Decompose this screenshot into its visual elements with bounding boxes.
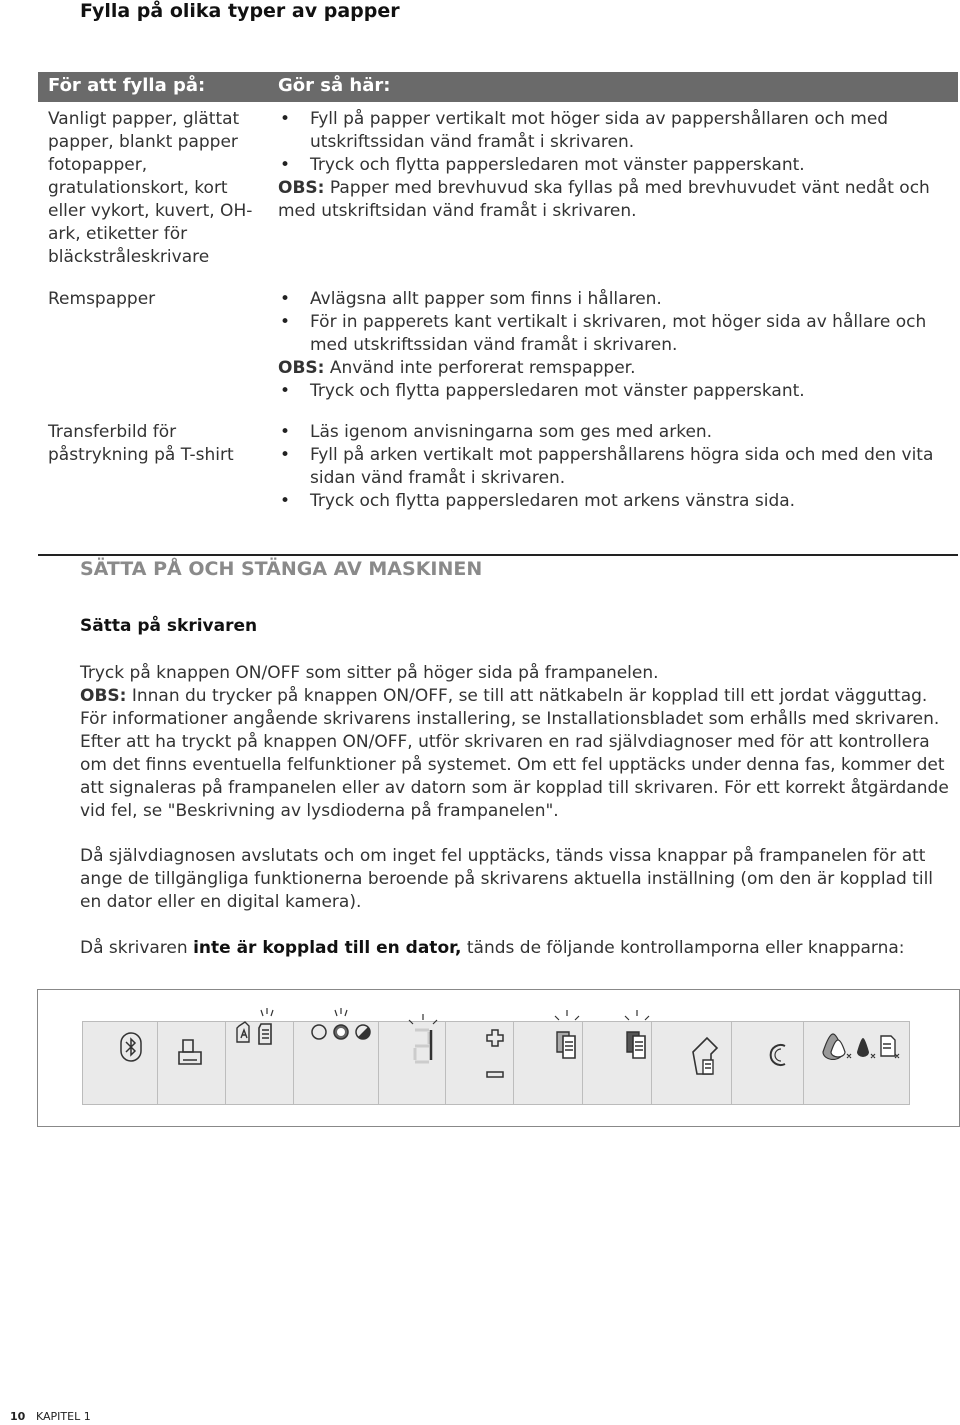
p1-obs-text: Innan du trycker på knappen ON/OFF, se till att nätkabeln är kopplad till ett jordat vägguttag. För informationer angående skrivarens installering, se Installationsbladet som erhålls med skrivaren. — [80, 686, 940, 729]
paper-type-icon[interactable] — [231, 1008, 287, 1052]
page-number: 10 — [10, 1410, 26, 1423]
color-copy-icon[interactable] — [619, 1008, 655, 1074]
instruction-list — [278, 421, 950, 513]
p1-line1: Tryck på knappen ON/OFF som sitter på höger sida på frampanelen. — [80, 663, 659, 683]
section-heading: SÄTTA PÅ OCH STÄNGA AV MASKINEN — [80, 558, 483, 580]
row-label: Transferbild för påstrykning på T-shirt — [48, 422, 234, 465]
paragraph-1 — [80, 662, 952, 823]
instruction-text: För in papperets kant vertikalt i skrivaren, mot höger sida av hållare och med utskriftssidan vänd framåt i skrivaren. — [310, 312, 927, 355]
section-divider — [38, 554, 958, 556]
scan-icon[interactable] — [689, 1034, 725, 1078]
bullet-item — [278, 288, 950, 311]
row-instructions — [278, 421, 950, 513]
col-header-right: Gör så här: — [278, 75, 391, 96]
col-header-left: För att fylla på: — [48, 75, 206, 96]
paragraph-3 — [80, 937, 952, 960]
row-instructions — [278, 288, 950, 403]
instruction-text: Använd inte perforerat remspapper. — [324, 358, 636, 378]
note-item — [278, 177, 950, 223]
p3-bold: inte är kopplad till en dator, — [193, 938, 462, 958]
cancel-icon[interactable] — [765, 1040, 791, 1070]
instruction-text: Papper med brevhuvud ska fyllas på med brevhuvudet vänt nedåt och med utskriftsidan vänd framåt i skrivaren. — [278, 178, 930, 221]
page-title: Fylla på olika typer av papper — [80, 0, 400, 22]
plus-minus-icon[interactable] — [485, 1028, 505, 1090]
instruction-text: Fyll på papper vertikalt mot höger sida av pappershållaren och med utskriftssidan vänd framåt i skrivaren. — [310, 109, 889, 152]
bullet-item — [278, 311, 950, 357]
bluetooth-icon[interactable] — [119, 1032, 143, 1062]
instruction-text: Tryck och flytta pappersledaren mot vänster papperskant. — [310, 155, 805, 175]
obs-label: OBS: — [278, 358, 325, 378]
black-copy-icon[interactable] — [549, 1008, 585, 1074]
instruction-text: Tryck och flytta pappersledaren mot arkens vänstra sida. — [310, 491, 796, 511]
instruction-list — [278, 108, 950, 223]
paragraph-2: Då självdiagnosen avslutats och om inget fel upptäcks, tänds vissa knappar på frampanelen för att ange de tillgängliga funktionerna beroende på skrivarens aktuella inställning (om den är kopplad till en dator eller en digital kamera). — [80, 846, 934, 912]
quality-circles-icon[interactable] — [305, 1008, 375, 1052]
photo-print-icon[interactable] — [175, 1038, 205, 1072]
instruction-text: Avlägsna allt papper som finns i hållaren. — [310, 289, 662, 309]
instruction-text: Tryck och flytta pappersledaren mot vänster papperskant. — [310, 381, 805, 401]
instruction-list — [278, 288, 950, 403]
subheading: Sätta på skrivaren — [80, 616, 258, 636]
bullet-item — [278, 154, 950, 177]
row-label: Remspapper — [48, 289, 156, 309]
obs-label: OBS: — [278, 178, 325, 198]
bullet-item — [278, 490, 950, 513]
p3-text-a: Då skrivaren — [80, 938, 194, 958]
bullet-item — [278, 444, 950, 490]
chapter-label: KAPITEL 1 — [36, 1410, 91, 1423]
row-label: Vanligt papper, glättat papper, blankt papper fotopapper, gratulationskort, kort eller vykort, kuvert, OH-ark, etiketter för bläckstråleskrivare — [48, 109, 253, 267]
copies-counter-icon[interactable] — [403, 1012, 443, 1072]
bullet-item — [278, 380, 950, 403]
table-header — [38, 72, 958, 102]
instruction-text: Läs igenom anvisningarna som ges med arken. — [310, 422, 713, 442]
ink-status-icon — [819, 1030, 903, 1060]
row-instructions — [278, 108, 950, 223]
bullet-item — [278, 108, 950, 154]
p3-text-b: tänds de följande kontrollamporna eller knapparna: — [461, 938, 905, 958]
instruction-text: Fyll på arken vertikalt mot pappershållarens högra sida och med den vita sidan vänd framåt i skrivaren. — [310, 445, 934, 488]
obs-label: OBS: — [80, 686, 127, 706]
p1-rest: Efter att ha tryckt på knappen ON/OFF, utför skrivaren en rad självdiagnoser med för att kontrollera om det finns eventuella felfunktioner på systemet. Om ett fel upptäcks under denna fas, kommer det att signaleras på frampanelen eller av datorn som är kopplad till skrivaren. För ett korrekt åtgärdande vid fel, se "Beskrivning av lysdioderna på frampanelen". — [80, 732, 949, 821]
bullet-item — [278, 421, 950, 444]
control-panel — [82, 1021, 910, 1105]
note-item — [278, 357, 950, 380]
